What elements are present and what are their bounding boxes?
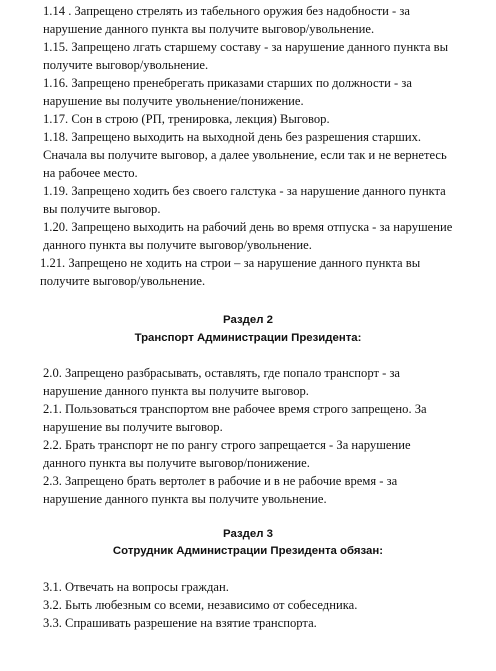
duty-3-3: 3.3. Спрашивать разрешение на взятие транспорта.	[43, 616, 317, 630]
section-3-title: Сотрудник Администрации Президента обязан:	[112, 545, 384, 557]
section-2-title: Транспорт Администрации Президента:	[134, 332, 362, 344]
duty-3-1: 3.1. Отвечать на вопросы граждан.	[43, 580, 229, 594]
rule-1-21: 1.21. Запрещено не ходить на строи – за нарушение данного пункта вы получите выговор/увольнение.	[40, 256, 421, 288]
rule-2-0: 2.0. Запрещено разбрасывать, оставлять, где попало транспорт - за нарушение данного пункта вы получите выговор.	[43, 366, 401, 398]
rule-1-16: 1.16. Запрещено пренебрегать приказами старших по должности - за нарушение вы получите увольнение/понижение.	[43, 76, 412, 108]
rule-2-2: 2.2. Брать транспорт не по рангу строго запрещается - За нарушение данного пункта вы получите выговор/понижение.	[43, 438, 411, 470]
rule-1-19: 1.19. Запрещено ходить без своего галстука - за нарушение данного пункта вы получите выговор.	[43, 184, 446, 216]
rule-1-20: 1.20. Запрещено выходить на рабочий день во время отпуска - за нарушение данного пункта вы получите выговор/увольнение.	[43, 220, 453, 252]
rule-1-18: 1.18. Запрещено выходить на выходной день без разрешения старших. Сначала вы получите выговор, а далее увольнение, если так и не вернетесь на рабочее место.	[43, 130, 447, 180]
section-3-label: Раздел 3	[223, 528, 273, 540]
rule-1-14: 1.14 . Запрещено стрелять из табельного оружия без надобности - за нарушение данного пункта вы получите выговор/увольнение.	[43, 4, 410, 36]
rule-1-15: 1.15. Запрещено лгать старшему составу - за нарушение данного пункта вы получите выговор/увольнение.	[43, 40, 449, 72]
section-2-label: Раздел 2	[223, 314, 273, 326]
rule-2-1: 2.1. Пользоваться транспортом вне рабочее время строго запрещено. За нарушение вы получите выговор.	[43, 402, 427, 434]
rule-2-3: 2.3. Запрещено брать вертолет в рабочие и в не рабочие время - за нарушение данного пункта вы получите увольнение.	[43, 474, 398, 506]
rule-1-17: 1.17. Сон в строю (РП, тренировка, лекция) Выговор.	[43, 112, 330, 126]
duty-3-2: 3.2. Быть любезным со всеми, независимо от собеседника.	[43, 598, 358, 612]
